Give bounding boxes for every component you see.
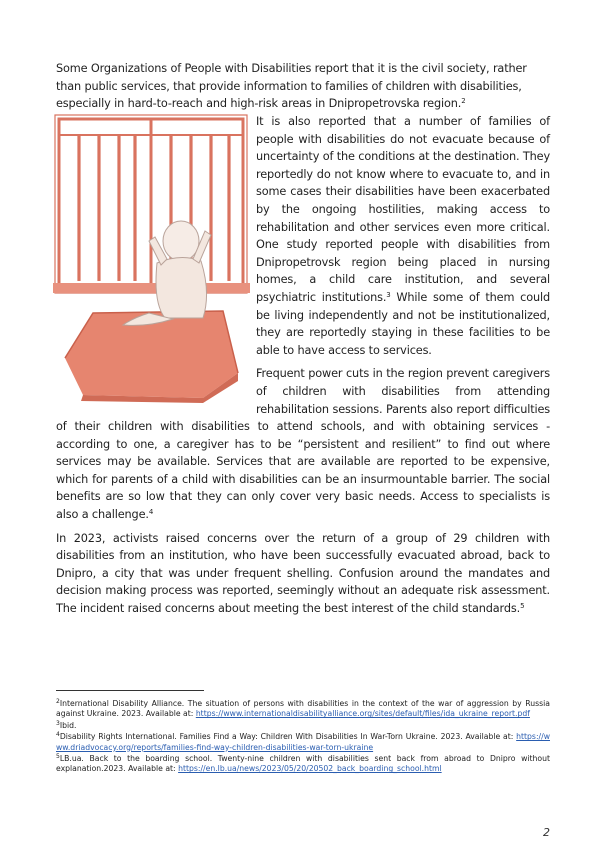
footnote-3 — [56, 721, 550, 731]
paragraph-intro — [56, 60, 550, 119]
footnote-divider — [56, 690, 204, 691]
footnote-number: 3 — [56, 719, 60, 727]
paragraph-text: Some Organizations of People with Disabilities report that it is the civil society, rather than public services, that provide information to families of children with disabilities, especially in hard-to-reach and high-risk areas in Dnipropetrovska region. — [56, 62, 527, 111]
footnote-number: 4 — [56, 731, 60, 739]
page-number: 2 — [543, 826, 550, 839]
paragraph-text: In 2023, activists raised concerns over the return of a group of 29 children with disabilities from an institution, who have been successfully evacuated abroad, back to Dnipro, a city that was under frequent shelling. Confusion around the mandates and decision making process was reported, seemingly without an adequate risk assessment. The incident raised concerns about meeting the best interest of the child standards. — [56, 531, 550, 616]
footnote-link[interactable]: https://www.internationaldisabilityalliance.org/sites/default/files/ida_ukraine_report.pdf — [195, 709, 530, 719]
footnote-text: LB.ua. Back to the boarding school. Twenty-nine children with disabilities sent back from abroad to Dnipro without explanation.2023. Available at: — [56, 754, 550, 774]
footnote-ref[interactable]: 4 — [148, 508, 154, 517]
footnote-text: Ibid. — [59, 720, 77, 730]
footnote-number: 2 — [56, 698, 60, 705]
footnote-5 — [56, 754, 550, 775]
footnote-ref[interactable]: 5 — [520, 602, 525, 611]
footnote-ref[interactable]: 2 — [461, 97, 466, 106]
footnote-text: Disability Rights International. Families Find a Way: Children With Disabilities In War-Torn Ukraine. 2023. Available at: — [59, 732, 517, 742]
footnote-number: 5 — [56, 753, 60, 761]
footnote-2 — [56, 699, 550, 720]
child-at-barred-window-illustration — [53, 113, 250, 403]
footnote-ref[interactable]: 3 — [386, 290, 391, 299]
footnote-link[interactable]: https://en.lb.ua/news/2023/05/20/20502_back_boarding_school.html — [178, 764, 442, 774]
footnote-4 — [56, 732, 550, 753]
paragraph-text: Frequent power cuts in the region prevent caregivers of children with disabilities from attending rehabilitation sessions. Parents also report difficulties of their children with disabilities to attend schools, and with obtaining services - according to one, a caregiver has to be “persistent and resilient” to find out where services may be available. Services that are available are reported to be expensive, which for parents of a child with disabilities can be an insurmountable barrier. The social benefits are so low that they can only cover very basic needs. Access to specialists is also a challenge. — [56, 367, 550, 522]
footnote-link[interactable]: https://www.driadvocacy.org/reports/families-find-way-children-disabilities-war-torn-ukraine — [56, 732, 550, 752]
paragraph-2023-return — [56, 530, 550, 618]
paragraph-text: It is also reported that a number of families of people with disabilities do not evacuate because of uncertainty of the conditions at the destination. They reportedly do not know where to evacuate to, and in some cases their disabilities have been exacerbated by the ongoing hostilities, making access to rehabilitation and other services even more critical. One study reported people with disabilities from Dnipropetrovsk region being placed in nursing homes, a child care institution, and several psychiatric institutions. — [256, 115, 550, 304]
footnote-text: International Disability Alliance. The situation of persons with disabilities in the context of the war of aggression by Russia against Ukraine. 2023. Available at: — [56, 699, 550, 719]
paragraph-text: While some of them could be living independently and not be institutionalized, they are reportedly staying in these facilities to be able to have access to services. — [256, 290, 550, 357]
main-text-block — [56, 113, 550, 624]
illustration-drawing — [53, 113, 250, 403]
footnotes — [56, 699, 550, 776]
